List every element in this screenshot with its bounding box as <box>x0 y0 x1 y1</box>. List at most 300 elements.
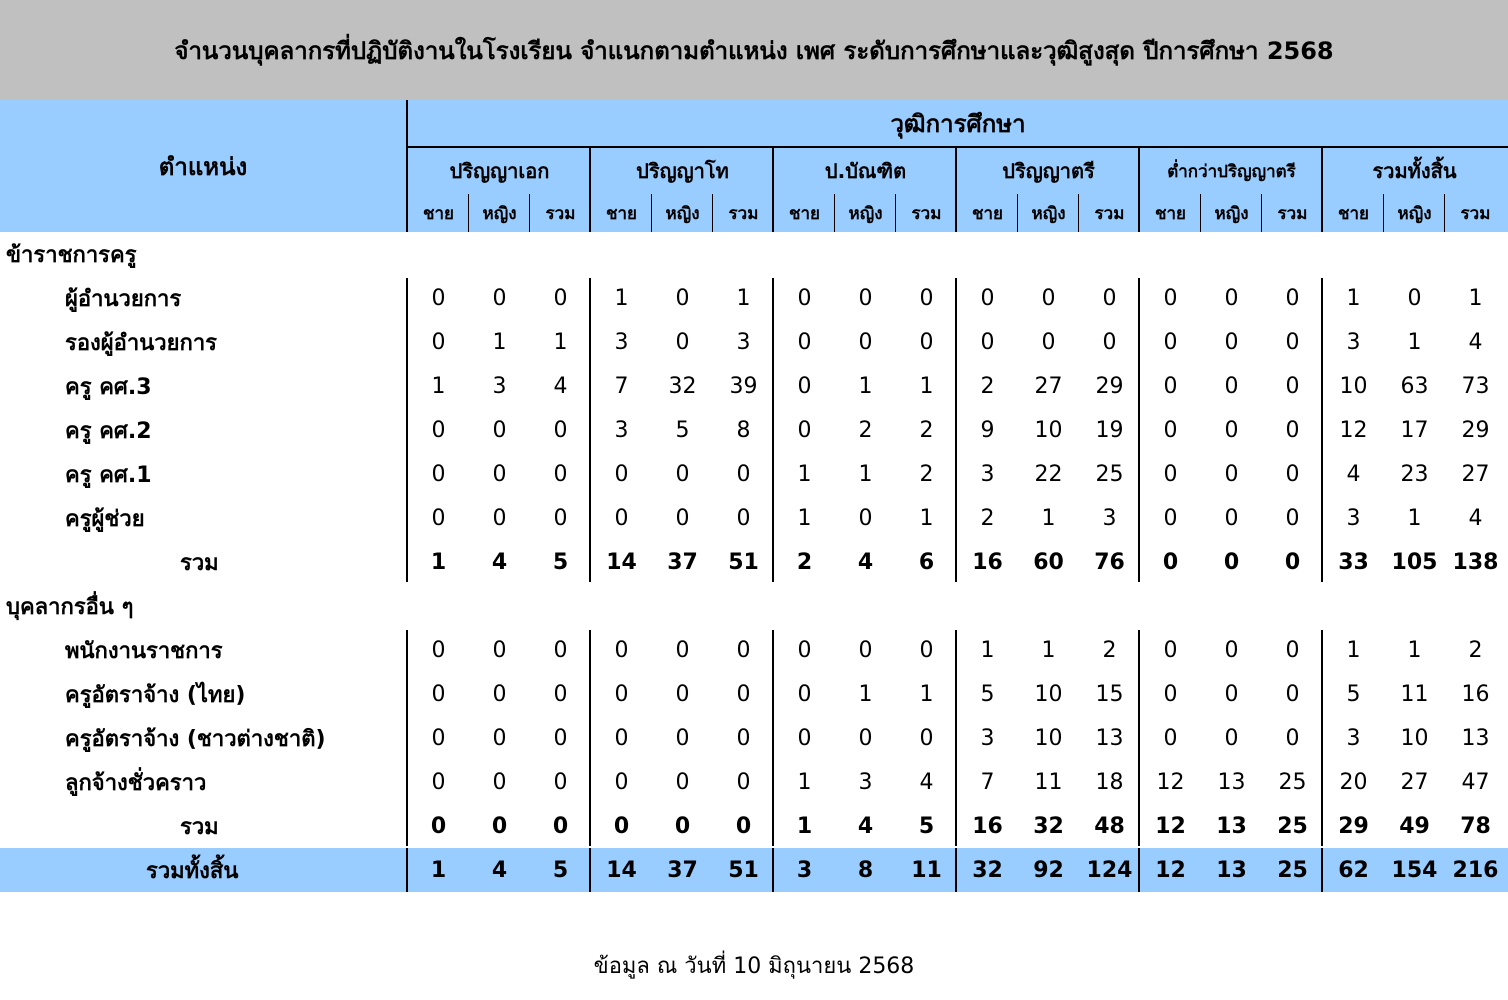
value-cell: 1 <box>858 373 873 399</box>
group-header: ปริญญาโท <box>636 159 729 183</box>
group-separator <box>406 630 408 846</box>
table-row <box>0 716 1508 760</box>
value-cell: 0 <box>674 813 691 839</box>
value-cell: 0 <box>431 725 446 751</box>
value-cell: 0 <box>1285 329 1300 355</box>
value-cell: 0 <box>1224 329 1239 355</box>
value-cell: 7 <box>980 769 995 795</box>
value-cell: 19 <box>1095 417 1124 443</box>
value-cell: 0 <box>858 505 873 531</box>
value-cell: 4 <box>1468 329 1483 355</box>
position-label: รองผู้อำนวยการ <box>65 330 218 356</box>
value-cell: 0 <box>858 637 873 663</box>
value-cell: 3 <box>796 857 813 883</box>
value-cell: 51 <box>728 857 759 883</box>
value-cell: 3 <box>614 329 629 355</box>
value-cell: 0 <box>1102 329 1117 355</box>
group-separator <box>406 100 408 232</box>
value-cell: 13 <box>1217 769 1246 795</box>
value-cell: 0 <box>431 681 446 707</box>
table-row <box>0 496 1508 540</box>
value-cell: 0 <box>675 769 690 795</box>
value-cell: 0 <box>431 637 446 663</box>
value-cell: 33 <box>1338 549 1369 575</box>
value-cell: 10 <box>1034 417 1063 443</box>
value-cell: 3 <box>1102 505 1117 531</box>
value-cell: 0 <box>1163 329 1178 355</box>
value-cell: 0 <box>675 681 690 707</box>
value-cell: 0 <box>431 329 446 355</box>
group-separator <box>589 146 591 232</box>
value-cell: 0 <box>492 769 507 795</box>
sub-header: รวม <box>1460 203 1491 224</box>
sub-header: ชาย <box>605 203 638 224</box>
sub-separator <box>651 194 652 232</box>
sub-header: รวม <box>911 203 942 224</box>
value-cell: 5 <box>552 857 569 883</box>
sub-header: รวม <box>1277 203 1308 224</box>
value-cell: 0 <box>797 417 812 443</box>
sub-header: ชาย <box>422 203 455 224</box>
value-cell: 0 <box>1041 329 1056 355</box>
value-cell: 0 <box>553 637 568 663</box>
qualification-header: วุฒิการศึกษา <box>890 109 1026 138</box>
section-row <box>0 584 1508 628</box>
value-cell: 0 <box>431 769 446 795</box>
value-cell: 0 <box>736 461 751 487</box>
value-cell: 0 <box>1162 549 1179 575</box>
value-cell: 60 <box>1033 549 1064 575</box>
section-row <box>0 232 1508 276</box>
value-cell: 1 <box>797 769 812 795</box>
value-cell: 2 <box>796 549 813 575</box>
value-cell: 11 <box>1034 769 1063 795</box>
value-cell: 10 <box>1339 373 1368 399</box>
value-cell: 2 <box>919 461 934 487</box>
value-cell: 0 <box>1102 285 1117 311</box>
table-header <box>0 100 1508 232</box>
group-separator <box>955 146 957 232</box>
value-cell: 32 <box>668 373 697 399</box>
value-cell: 0 <box>1285 373 1300 399</box>
group-header: ปริญญาเอก <box>449 159 550 183</box>
value-cell: 4 <box>491 857 508 883</box>
value-cell: 0 <box>1224 417 1239 443</box>
value-cell: 62 <box>1338 857 1369 883</box>
value-cell: 0 <box>1224 505 1239 531</box>
value-cell: 0 <box>492 725 507 751</box>
page-title: จำนวนบุคลากรที่ปฏิบัติงานในโรงเรียน จำแนกตามตำแหน่ง เพศ ระดับการศึกษาและวุฒิสูงสุด ปีการศึกษา 2568 <box>174 36 1334 65</box>
value-cell: 105 <box>1391 549 1438 575</box>
group-separator <box>1138 630 1140 846</box>
value-cell: 0 <box>675 505 690 531</box>
value-cell: 13 <box>1216 813 1247 839</box>
value-cell: 4 <box>553 373 568 399</box>
value-cell: 29 <box>1338 813 1369 839</box>
value-cell: 13 <box>1095 725 1124 751</box>
group-header: รวมทั้งสิ้น <box>1372 159 1457 183</box>
value-cell: 0 <box>980 285 995 311</box>
value-cell: 27 <box>1461 461 1490 487</box>
value-cell: 0 <box>736 769 751 795</box>
table-row <box>0 320 1508 364</box>
value-cell: 0 <box>553 505 568 531</box>
value-cell: 48 <box>1094 813 1125 839</box>
value-cell: 0 <box>1163 637 1178 663</box>
section-title: ข้าราชการครู <box>6 242 137 268</box>
group-separator <box>1321 146 1323 232</box>
section-title: บุคลากรอื่น ๆ <box>6 594 134 620</box>
value-cell: 0 <box>1163 461 1178 487</box>
value-cell: 0 <box>1285 681 1300 707</box>
subtotal-row <box>0 804 1508 848</box>
grand-total-label: รวมทั้งสิ้น <box>146 858 239 884</box>
value-cell: 0 <box>797 285 812 311</box>
value-cell: 2 <box>980 505 995 531</box>
value-cell: 3 <box>980 725 995 751</box>
value-cell: 3 <box>1346 329 1361 355</box>
value-cell: 3 <box>736 329 751 355</box>
value-cell: 14 <box>606 857 637 883</box>
value-cell: 0 <box>1224 285 1239 311</box>
value-cell: 7 <box>614 373 629 399</box>
value-cell: 0 <box>614 769 629 795</box>
value-cell: 32 <box>972 857 1003 883</box>
value-cell: 124 <box>1086 857 1133 883</box>
value-cell: 1 <box>736 285 751 311</box>
value-cell: 25 <box>1278 769 1307 795</box>
value-cell: 0 <box>1407 285 1422 311</box>
position-label: ครู คศ.3 <box>65 374 152 400</box>
value-cell: 0 <box>613 813 630 839</box>
title-bar <box>0 0 1508 100</box>
sub-separator <box>1017 194 1018 232</box>
value-cell: 0 <box>736 725 751 751</box>
value-cell: 0 <box>492 461 507 487</box>
value-cell: 0 <box>553 461 568 487</box>
group-separator <box>589 278 591 582</box>
value-cell: 14 <box>606 549 637 575</box>
value-cell: 9 <box>980 417 995 443</box>
sub-header: หญิง <box>665 203 700 224</box>
value-cell: 37 <box>667 549 698 575</box>
value-cell: 0 <box>735 813 752 839</box>
position-label: ครูอัตราจ้าง (ชาวต่างชาติ) <box>65 726 326 752</box>
value-cell: 0 <box>553 681 568 707</box>
value-cell: 0 <box>1285 505 1300 531</box>
value-cell: 1 <box>858 681 873 707</box>
sub-separator <box>529 194 530 232</box>
value-cell: 0 <box>1285 637 1300 663</box>
value-cell: 0 <box>492 681 507 707</box>
group-separator <box>772 630 774 846</box>
value-cell: 0 <box>980 329 995 355</box>
value-cell: 0 <box>1163 417 1178 443</box>
subtotal-row <box>0 540 1508 584</box>
value-cell: 32 <box>1033 813 1064 839</box>
value-cell: 0 <box>492 417 507 443</box>
position-header: ตำแหน่ง <box>158 152 248 181</box>
group-header: ป.บัณฑิต <box>824 159 907 183</box>
data-date-note: ข้อมูล ณ วันที่ 10 มิถุนายน 2568 <box>593 953 915 979</box>
position-label: ครูอัตราจ้าง (ไทย) <box>65 682 246 708</box>
group-separator <box>772 848 774 892</box>
group-separator <box>955 278 957 582</box>
value-cell: 0 <box>797 373 812 399</box>
value-cell: 47 <box>1461 769 1490 795</box>
value-cell: 0 <box>1224 373 1239 399</box>
value-cell: 1 <box>1346 637 1361 663</box>
value-cell: 4 <box>1468 505 1483 531</box>
position-label: ครู คศ.2 <box>65 418 152 444</box>
value-cell: 0 <box>430 813 447 839</box>
sub-header: หญิง <box>1397 203 1432 224</box>
table-row <box>0 672 1508 716</box>
value-cell: 1 <box>1407 329 1422 355</box>
value-cell: 0 <box>552 813 569 839</box>
value-cell: 1 <box>430 549 447 575</box>
value-cell: 1 <box>430 857 447 883</box>
value-cell: 1 <box>1346 285 1361 311</box>
value-cell: 1 <box>980 637 995 663</box>
sub-separator <box>712 194 713 232</box>
value-cell: 13 <box>1216 857 1247 883</box>
group-separator <box>1138 278 1140 582</box>
value-cell: 25 <box>1277 813 1308 839</box>
position-label: ลูกจ้างชั่วคราว <box>65 770 207 796</box>
value-cell: 0 <box>1285 725 1300 751</box>
sub-header: หญิง <box>848 203 883 224</box>
sub-separator <box>1444 194 1445 232</box>
value-cell: 11 <box>1400 681 1429 707</box>
sub-header: รวม <box>1094 203 1125 224</box>
value-cell: 0 <box>1284 549 1301 575</box>
value-cell: 3 <box>858 769 873 795</box>
position-label: ครูผู้ช่วย <box>65 506 145 532</box>
value-cell: 0 <box>858 329 873 355</box>
value-cell: 0 <box>736 681 751 707</box>
value-cell: 1 <box>1407 505 1422 531</box>
group-separator <box>772 278 774 582</box>
value-cell: 0 <box>919 329 934 355</box>
value-cell: 51 <box>728 549 759 575</box>
value-cell: 22 <box>1034 461 1063 487</box>
group-header: ปริญญาตรี <box>1002 159 1095 183</box>
value-cell: 16 <box>972 813 1003 839</box>
value-cell: 0 <box>1285 417 1300 443</box>
sub-header: หญิง <box>1214 203 1249 224</box>
value-cell: 4 <box>857 549 874 575</box>
value-cell: 12 <box>1155 857 1186 883</box>
value-cell: 18 <box>1095 769 1124 795</box>
table-row <box>0 760 1508 804</box>
value-cell: 0 <box>797 725 812 751</box>
value-cell: 0 <box>614 637 629 663</box>
value-cell: 0 <box>492 285 507 311</box>
value-cell: 5 <box>552 549 569 575</box>
value-cell: 1 <box>919 373 934 399</box>
value-cell: 0 <box>858 285 873 311</box>
value-cell: 2 <box>919 417 934 443</box>
sub-separator <box>468 194 469 232</box>
table-row <box>0 408 1508 452</box>
value-cell: 2 <box>1102 637 1117 663</box>
group-separator <box>1321 278 1323 582</box>
value-cell: 0 <box>919 725 934 751</box>
group-separator <box>772 146 774 232</box>
value-cell: 0 <box>919 285 934 311</box>
value-cell: 0 <box>797 681 812 707</box>
sub-header: หญิง <box>1031 203 1066 224</box>
group-separator <box>1321 848 1323 892</box>
value-cell: 12 <box>1156 769 1185 795</box>
value-cell: 0 <box>1224 681 1239 707</box>
value-cell: 0 <box>614 725 629 751</box>
value-cell: 0 <box>491 813 508 839</box>
value-cell: 5 <box>1346 681 1361 707</box>
value-cell: 0 <box>492 637 507 663</box>
group-separator <box>955 848 957 892</box>
position-label: ผู้อำนวยการ <box>65 286 182 312</box>
value-cell: 1 <box>492 329 507 355</box>
value-cell: 15 <box>1095 681 1124 707</box>
sub-header: ชาย <box>1154 203 1187 224</box>
value-cell: 0 <box>553 725 568 751</box>
value-cell: 0 <box>431 285 446 311</box>
value-cell: 8 <box>736 417 751 443</box>
value-cell: 25 <box>1277 857 1308 883</box>
value-cell: 1 <box>431 373 446 399</box>
group-header: ต่ำกว่าปริญญาตรี <box>1167 161 1296 182</box>
value-cell: 10 <box>1034 681 1063 707</box>
value-cell: 0 <box>1285 285 1300 311</box>
value-cell: 0 <box>675 329 690 355</box>
value-cell: 3 <box>1346 505 1361 531</box>
value-cell: 3 <box>492 373 507 399</box>
sub-header: ชาย <box>1337 203 1370 224</box>
value-cell: 1 <box>797 461 812 487</box>
value-cell: 5 <box>918 813 935 839</box>
group-separator <box>1138 146 1140 232</box>
group-separator <box>406 278 408 582</box>
value-cell: 0 <box>1163 681 1178 707</box>
value-cell: 0 <box>1163 725 1178 751</box>
sub-separator <box>1261 194 1262 232</box>
sub-separator <box>1200 194 1201 232</box>
table-row <box>0 276 1508 320</box>
value-cell: 4 <box>1346 461 1361 487</box>
subtotal-label: รวม <box>180 550 219 576</box>
value-cell: 10 <box>1034 725 1063 751</box>
value-cell: 4 <box>857 813 874 839</box>
value-cell: 5 <box>675 417 690 443</box>
value-cell: 1 <box>919 505 934 531</box>
value-cell: 0 <box>1041 285 1056 311</box>
value-cell: 0 <box>431 417 446 443</box>
value-cell: 0 <box>1285 461 1300 487</box>
value-cell: 1 <box>1041 637 1056 663</box>
sub-header: รวม <box>545 203 576 224</box>
position-label: พนักงานราชการ <box>65 638 223 664</box>
sub-header: รวม <box>728 203 759 224</box>
value-cell: 0 <box>614 681 629 707</box>
value-cell: 25 <box>1095 461 1124 487</box>
value-cell: 0 <box>1224 725 1239 751</box>
value-cell: 23 <box>1400 461 1429 487</box>
value-cell: 3 <box>614 417 629 443</box>
group-separator <box>589 848 591 892</box>
value-cell: 0 <box>675 637 690 663</box>
sub-separator <box>834 194 835 232</box>
value-cell: 138 <box>1452 549 1499 575</box>
value-cell: 0 <box>1224 461 1239 487</box>
value-cell: 0 <box>553 417 568 443</box>
value-cell: 0 <box>919 637 934 663</box>
value-cell: 73 <box>1461 373 1490 399</box>
value-cell: 8 <box>857 857 874 883</box>
value-cell: 16 <box>1461 681 1490 707</box>
value-cell: 29 <box>1461 417 1490 443</box>
value-cell: 0 <box>858 725 873 751</box>
value-cell: 2 <box>1468 637 1483 663</box>
value-cell: 0 <box>1223 549 1240 575</box>
value-cell: 0 <box>1163 285 1178 311</box>
value-cell: 0 <box>675 461 690 487</box>
value-cell: 0 <box>1224 637 1239 663</box>
value-cell: 10 <box>1400 725 1429 751</box>
value-cell: 37 <box>667 857 698 883</box>
value-cell: 2 <box>980 373 995 399</box>
position-label: ครู คศ.1 <box>65 462 152 488</box>
value-cell: 1 <box>1468 285 1483 311</box>
value-cell: 154 <box>1391 857 1438 883</box>
value-cell: 1 <box>553 329 568 355</box>
value-cell: 1 <box>797 505 812 531</box>
sub-header: ชาย <box>971 203 1004 224</box>
value-cell: 0 <box>431 461 446 487</box>
value-cell: 0 <box>553 285 568 311</box>
group-separator <box>1321 630 1323 846</box>
value-cell: 92 <box>1033 857 1064 883</box>
value-cell: 1 <box>858 461 873 487</box>
grand-total-row <box>0 848 1508 892</box>
value-cell: 0 <box>614 505 629 531</box>
value-cell: 4 <box>919 769 934 795</box>
value-cell: 11 <box>911 857 942 883</box>
value-cell: 216 <box>1452 857 1499 883</box>
value-cell: 27 <box>1400 769 1429 795</box>
value-cell: 4 <box>491 549 508 575</box>
value-cell: 1 <box>1041 505 1056 531</box>
value-cell: 29 <box>1095 373 1124 399</box>
table-row <box>0 364 1508 408</box>
sub-separator <box>895 194 896 232</box>
value-cell: 0 <box>431 505 446 531</box>
sub-separator <box>1383 194 1384 232</box>
value-cell: 17 <box>1400 417 1429 443</box>
subtotal-label: รวม <box>180 814 219 840</box>
value-cell: 1 <box>1407 637 1422 663</box>
value-cell: 0 <box>1163 373 1178 399</box>
value-cell: 0 <box>675 285 690 311</box>
value-cell: 5 <box>980 681 995 707</box>
sub-separator <box>1078 194 1079 232</box>
sub-header: ชาย <box>788 203 821 224</box>
value-cell: 0 <box>614 461 629 487</box>
group-separator <box>955 630 957 846</box>
value-cell: 20 <box>1339 769 1368 795</box>
value-cell: 1 <box>919 681 934 707</box>
